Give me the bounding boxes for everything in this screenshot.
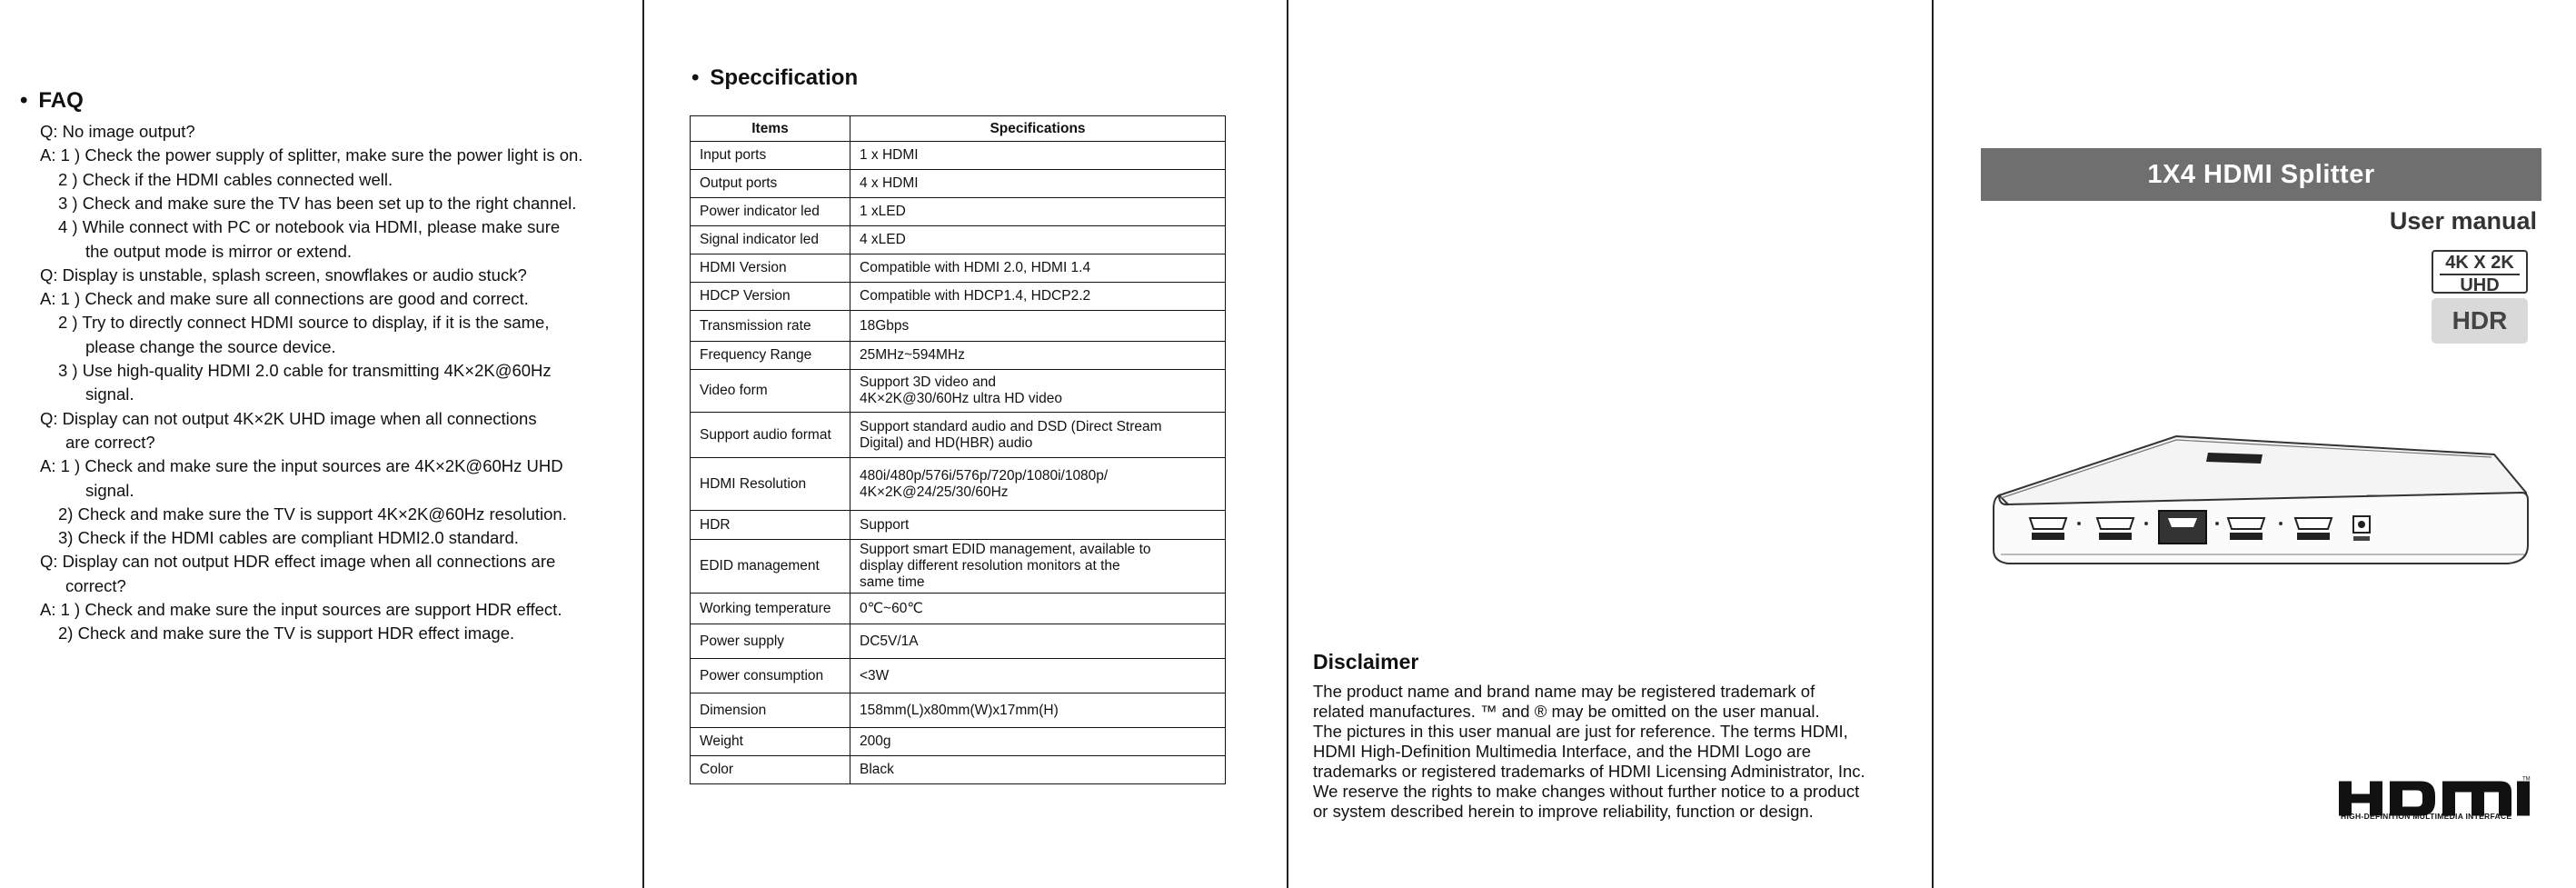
disclaimer-title: Disclaimer <box>1313 650 1419 673</box>
badge-4k-text: 4K X 2K <box>2445 253 2514 273</box>
disclaimer-text <box>1313 682 1865 822</box>
spec-row <box>691 511 1226 540</box>
faq-line: signal. <box>85 384 134 404</box>
spec-item-name: Output ports <box>691 170 850 198</box>
faq-title: FAQ <box>38 88 84 113</box>
spec-item-name: Dimension <box>691 693 850 728</box>
hdmi-logo-i <box>2517 782 2530 816</box>
spec-item-value: 1 x HDMI <box>850 142 1226 170</box>
faq-line: are correct? <box>65 432 155 452</box>
led-indicator <box>2144 522 2148 525</box>
faq-line: 3 ) Check and make sure the TV has been set up to the right channel. <box>58 193 577 213</box>
port-label <box>2032 533 2064 540</box>
spec-item-name: Power indicator led <box>691 198 850 226</box>
spec-row <box>691 311 1226 342</box>
port-label <box>2230 533 2263 540</box>
spec-item-name: HDCP Version <box>691 283 850 311</box>
faq-line: A: 1 ) Check and make sure all connections are good and correct. <box>40 289 529 309</box>
product-title: 1X4 HDMI Splitter <box>1981 148 2541 201</box>
bullet: • <box>691 65 700 90</box>
faq-heading <box>20 88 84 114</box>
spec-item-value: 18Gbps <box>850 311 1226 342</box>
spec-table-body <box>691 142 1226 784</box>
faq-line: 3) Check if the HDMI cables are compliant HDMI2.0 standard. <box>58 528 519 548</box>
faq-line: A: 1 ) Check the power supply of splitter, make sure the power light is on. <box>40 145 583 165</box>
hdmi-out-port <box>2030 518 2066 529</box>
spec-item-name: EDID management <box>691 540 850 594</box>
faq-line: 3 ) Use high-quality HDMI 2.0 cable for transmitting 4K×2K@60Hz <box>58 361 552 380</box>
spec-item-name: HDMI Version <box>691 254 850 283</box>
spec-item-value: 200g <box>850 728 1226 756</box>
disclaimer-line: or system described herein to improve reliability, function or design. <box>1313 802 1814 821</box>
spec-item-name: Transmission rate <box>691 311 850 342</box>
spec-item-value: Support <box>850 511 1226 540</box>
spec-header-items: Items <box>691 116 850 142</box>
led-indicator <box>2215 522 2219 525</box>
spec-item-value: Compatible with HDMI 2.0, HDMI 1.4 <box>850 254 1226 283</box>
spec-item-value: 0℃~60℃ <box>850 594 1226 624</box>
spec-item-name: Power supply <box>691 624 850 659</box>
spec-row <box>691 342 1226 370</box>
spec-item-name: HDR <box>691 511 850 540</box>
faq-line: Q: Display can not output HDR effect image when all connections are <box>40 552 556 572</box>
spec-row <box>691 540 1226 594</box>
led-indicator <box>2077 522 2081 525</box>
led-indicator <box>2279 522 2283 525</box>
spec-row <box>691 283 1226 311</box>
disclaimer-line: We reserve the rights to make changes without further notice to a product <box>1313 782 1860 801</box>
splitter-device-image <box>1990 427 2535 600</box>
hdmi-logo-d <box>2390 782 2435 816</box>
spec-item-name: Video form <box>691 370 850 413</box>
spec-item-name: Power consumption <box>691 659 850 693</box>
faq-panel <box>0 0 642 888</box>
hdmi-out-port <box>2228 518 2264 529</box>
4k-uhd-badge <box>2432 250 2528 294</box>
disclaimer-line: The pictures in this user manual are just for reference. The terms HDMI, <box>1313 722 1848 741</box>
port-label <box>2353 536 2370 541</box>
disclaimer-panel <box>1288 0 1932 888</box>
faq-line: 2 ) Try to directly connect HDMI source to display, if it is the same, <box>58 313 550 333</box>
disclaimer-line: HDMI High-Definition Multimedia Interface, and the HDMI Logo are <box>1313 742 1812 761</box>
badge-uhd-text: UHD <box>2460 275 2500 295</box>
faq-line: 4 ) While connect with PC or notebook via HDMI, please make sure <box>58 217 561 237</box>
spec-row <box>691 254 1226 283</box>
spec-row <box>691 370 1226 413</box>
spec-item-name: HDMI Resolution <box>691 458 850 511</box>
spec-item-value: 4 xLED <box>850 226 1226 254</box>
user-manual-label: User manual <box>2389 207 2537 234</box>
faq-line: please change the source device. <box>85 336 336 356</box>
faq-line: A: 1 ) Check and make sure the input sources are support HDR effect. <box>40 600 562 619</box>
spec-row <box>691 226 1226 254</box>
spec-item-value: 1 xLED <box>850 198 1226 226</box>
spec-row <box>691 624 1226 659</box>
spec-item-name: Color <box>691 756 850 784</box>
faq-line: Q: No image output? <box>40 122 195 141</box>
spec-row <box>691 413 1226 458</box>
trademark-symbol: TM <box>2522 776 2531 783</box>
spec-row <box>691 458 1226 511</box>
spec-item-value: 4 x HDMI <box>850 170 1226 198</box>
spec-row <box>691 594 1226 624</box>
hdmi-out-port <box>2097 518 2133 529</box>
spec-row <box>691 693 1226 728</box>
spec-row <box>691 756 1226 784</box>
spec-item-name: Support audio format <box>691 413 850 458</box>
spec-table <box>690 115 1226 784</box>
spec-item-name: Working temperature <box>691 594 850 624</box>
spec-item-value: Black <box>850 756 1226 784</box>
faq-line: the output mode is mirror or extend. <box>85 241 353 261</box>
spec-item-value: DC5V/1A <box>850 624 1226 659</box>
spec-item-name: Frequency Range <box>691 342 850 370</box>
faq-line: Q: Display is unstable, splash screen, snowflakes or audio stuck? <box>40 264 527 284</box>
spec-item-value: 25MHz~594MHz <box>850 342 1226 370</box>
port-label <box>2297 533 2330 540</box>
hdmi-tagline: HIGH-DEFINITION MULTIMEDIA INTERFACE <box>2341 812 2512 821</box>
spec-item-value: <3W <box>850 659 1226 693</box>
spec-item-value: Support standard audio and DSD (Direct Stream Digital) and HD(HBR) audio <box>850 413 1226 458</box>
spec-item-value: 480i/480p/576i/576p/720p/1080i/1080p/ 4K×2K@24/25/30/60Hz <box>850 458 1226 511</box>
disclaimer-line: The product name and brand name may be registered trademark of <box>1313 682 1815 701</box>
faq-line: signal. <box>85 480 134 500</box>
spec-item-value: 158mm(L)x80mm(W)x17mm(H) <box>850 693 1226 728</box>
specification-panel <box>644 0 1287 888</box>
spec-title: Speccification <box>710 65 859 90</box>
spec-row <box>691 142 1226 170</box>
spec-header-specifications: Specifications <box>850 116 1226 142</box>
spec-item-value: Compatible with HDCP1.4, HDCP2.2 <box>850 283 1226 311</box>
spec-row <box>691 198 1226 226</box>
faq-line: 2 ) Check if the HDMI cables connected well. <box>58 169 393 189</box>
spec-item-value: Support 3D video and 4K×2K@30/60Hz ultra HD video <box>850 370 1226 413</box>
spec-item-value: Support smart EDID management, available to display different resolution monitors at the same time <box>850 540 1226 594</box>
spec-item-name: Weight <box>691 728 850 756</box>
hdr-badge: HDR <box>2432 298 2528 344</box>
cover-panel <box>1934 0 2576 888</box>
dc-power-jack <box>2358 521 2365 528</box>
faq-line: Q: Display can not output 4K×2K UHD image when all connections <box>40 408 537 428</box>
spec-item-name: Input ports <box>691 142 850 170</box>
faq-line: correct? <box>65 575 126 595</box>
bullet: • <box>20 88 28 113</box>
spec-header-row <box>691 116 1226 142</box>
faq-line: 2) Check and make sure the TV is support 4K×2K@60Hz resolution. <box>58 504 567 524</box>
disclaimer-line: trademarks or registered trademarks of HDMI Licensing Administrator, Inc. <box>1313 762 1865 781</box>
spec-row <box>691 170 1226 198</box>
disclaimer-line: related manufactures. ™ and ® may be omitted on the user manual. <box>1313 702 1820 721</box>
hdmi-logo-m <box>2442 782 2511 816</box>
hdmi-logo-h <box>2339 782 2382 816</box>
spec-item-name: Signal indicator led <box>691 226 850 254</box>
faq-line: 2) Check and make sure the TV is support HDR effect image. <box>58 624 515 644</box>
device-top-label <box>2206 453 2263 464</box>
hdmi-out-port <box>2295 518 2332 529</box>
spec-heading <box>691 65 858 91</box>
faq-line: A: 1 ) Check and make sure the input sources are 4K×2K@60Hz UHD <box>40 456 563 476</box>
port-label <box>2099 533 2132 540</box>
spec-row <box>691 728 1226 756</box>
spec-row <box>691 659 1226 693</box>
